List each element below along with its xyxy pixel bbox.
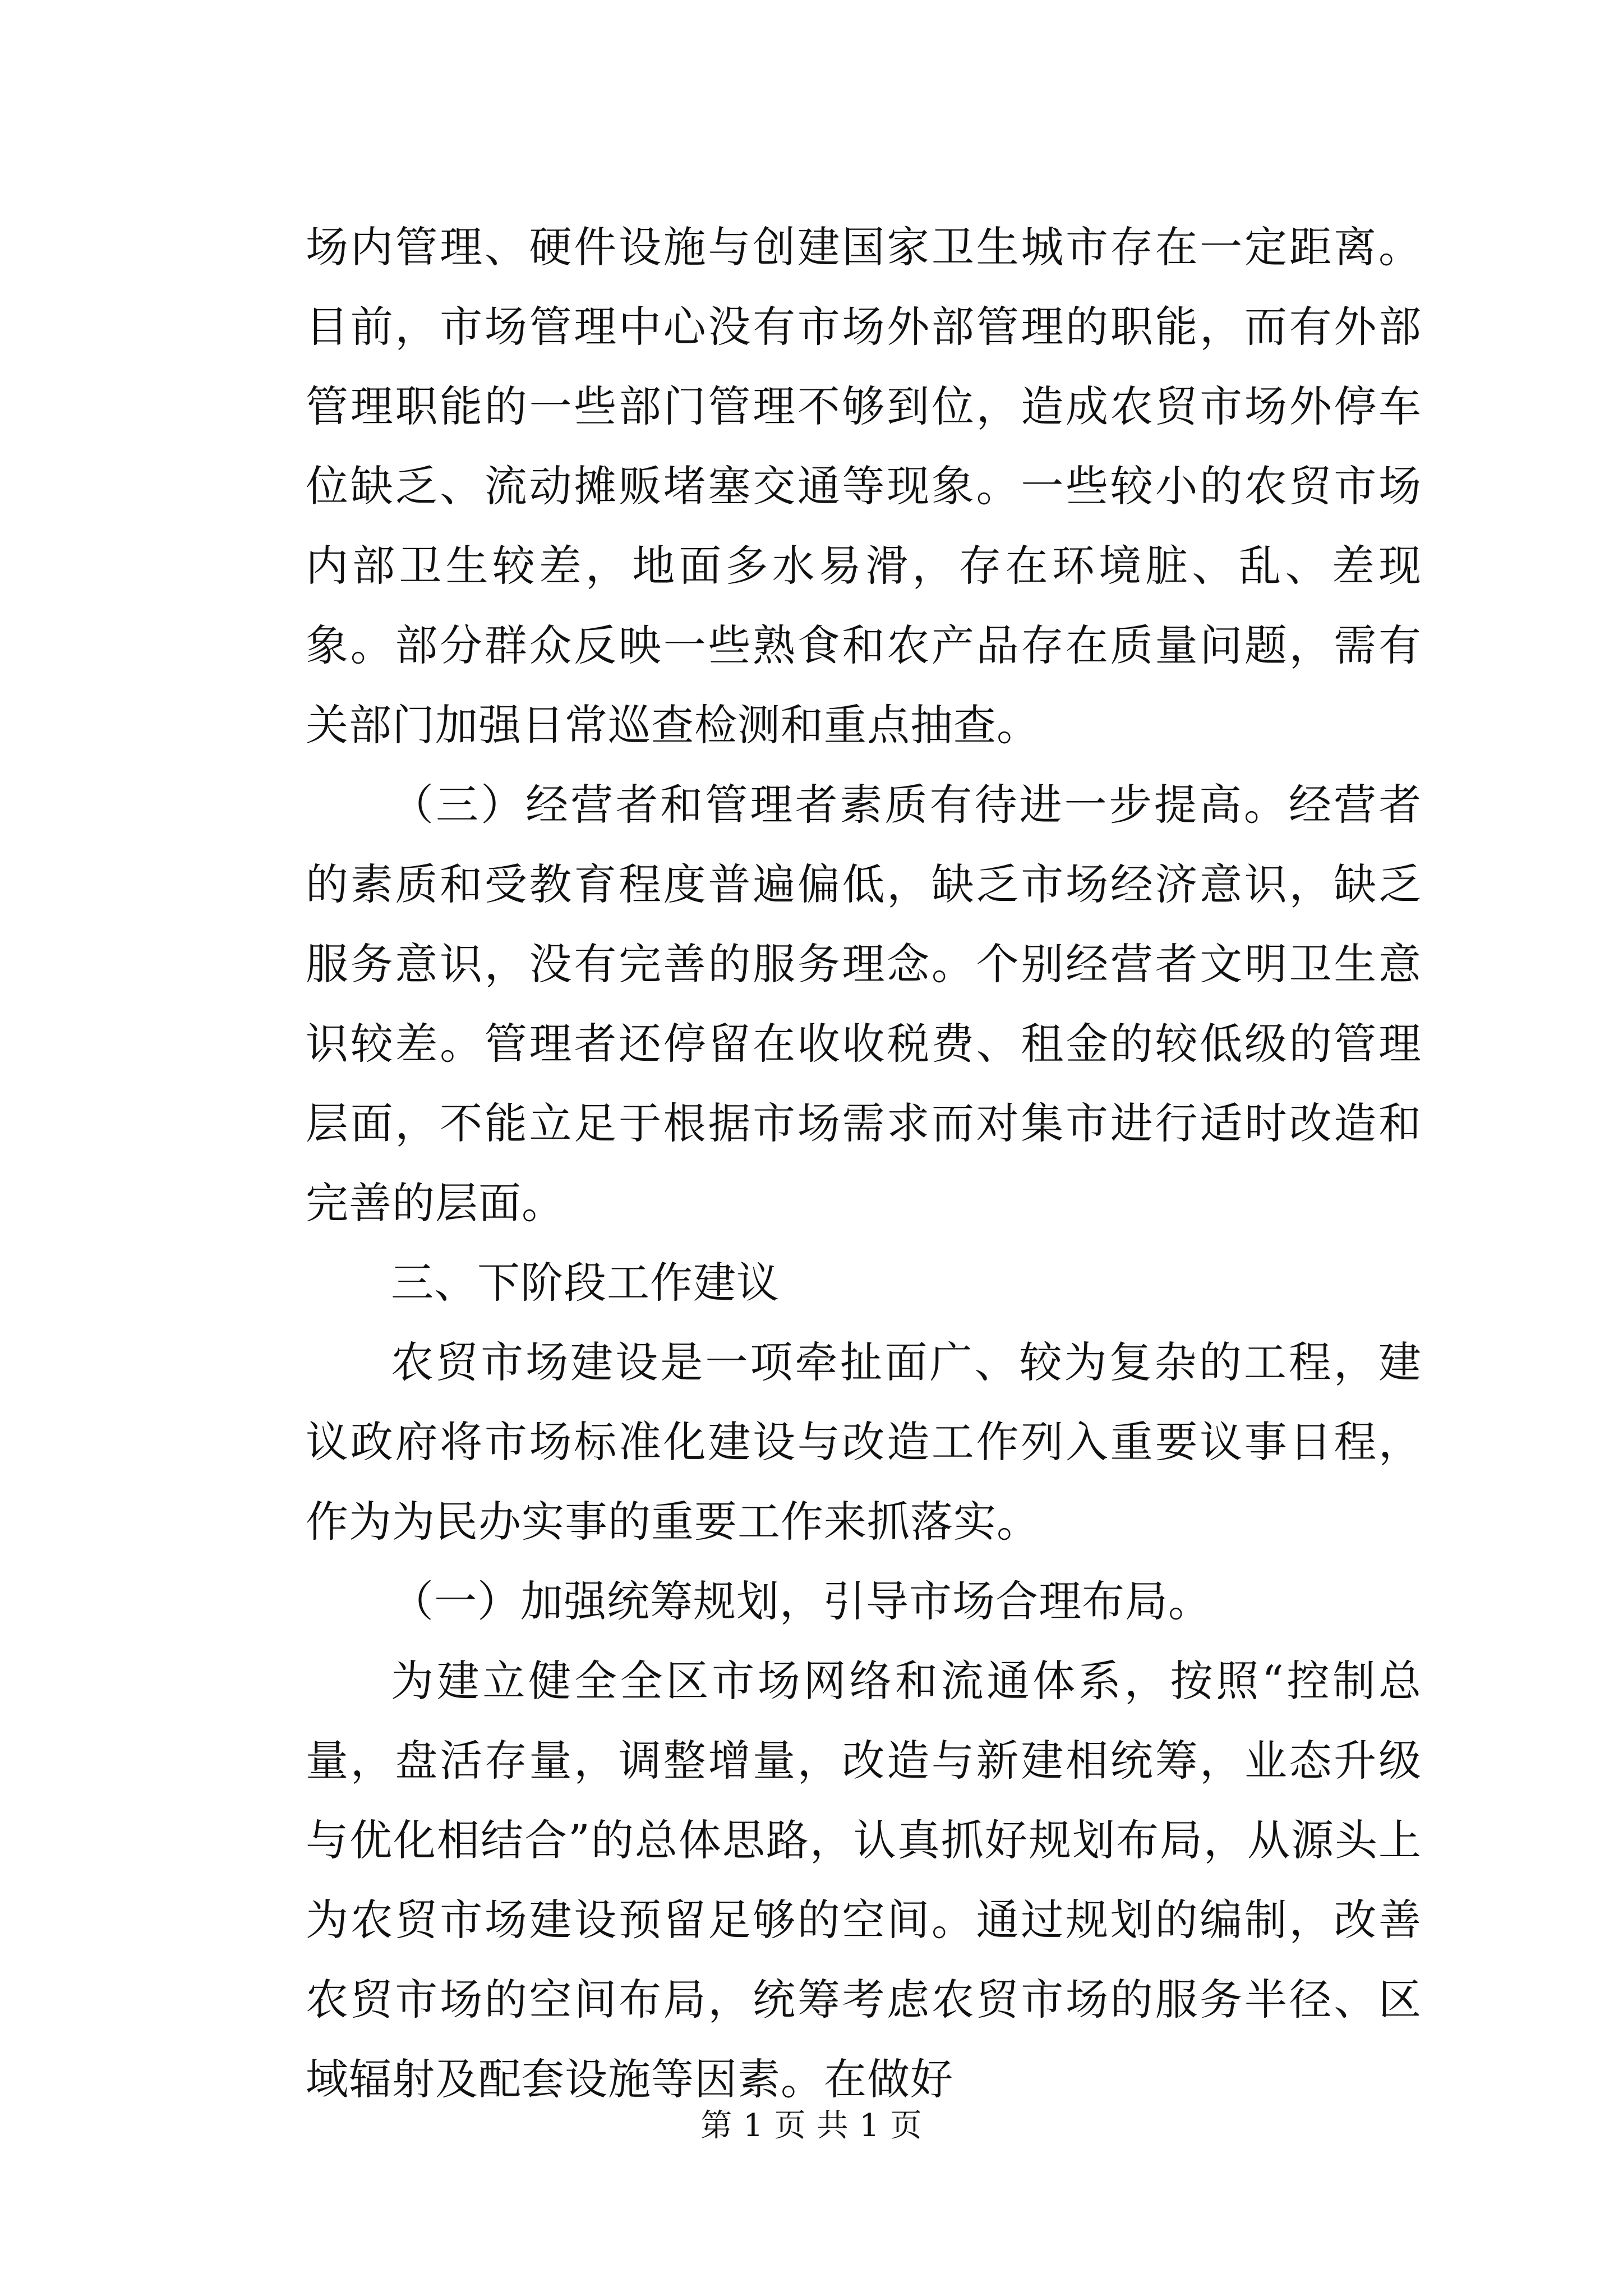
paragraph-suggestion-intro: 农贸市场建设是一项牵扯面广、较为复杂的工程，建议政府将市场标准化建设与改造工作列入重要议事日程，作为为民办实事的重要工作来抓落实。 — [306, 1337, 1422, 1547]
paragraph-market-issues: 场内管理、硬件设施与创建国家卫生城市存在一定距离。目前，市场管理中心没有市场外部管理的职能，而有外部管理职能的一些部门管理不够到位，造成农贸市场外停车位缺乏、流动摊贩堵塞交通等现象。一些较小的农贸市场内部卫生较差，地面多水易滑，存在环境脏、乱、差现象。部分群众反映一些熟食和农产品存在质量问题，需有关部门加强日常巡查检测和重点抽查。 — [306, 222, 1422, 750]
subheading-planning: （一）加强统筹规划，引导市场合理布局。 — [391, 1576, 1211, 1626]
paragraph-quality-of-operators: （三）经营者和管理者素质有待进一步提高。经营者的素质和受教育程度普遍偏低，缺乏市场经济意识，缺乏服务意识，没有完善的服务理念。个别经营者文明卫生意识较差。管理者还停留在收收税费、租金的较低级的管理层面，不能立足于根据市场需求而对集市进行适时改造和完善的层面。 — [306, 780, 1422, 1228]
section-heading-suggestions: 三、下阶段工作建议 — [391, 1258, 780, 1308]
paragraph-planning-details: 为建立健全全区市场网络和流通体系，按照“控制总量，盘活存量，调整增量，改造与新建相统筹，业态升级与优化相结合”的总体思路，认真抓好规划布局，从源头上为农贸市场建设预留足够的空间。通过规划的编制，改善农贸市场的空间布局，统筹考虑农贸市场的服务半径、区域辐射及配套设施等因素。在做好 — [306, 1656, 1422, 2104]
document-body — [306, 208, 1422, 2119]
page-footer: 第 1 页 共 1 页 — [700, 2108, 923, 2144]
